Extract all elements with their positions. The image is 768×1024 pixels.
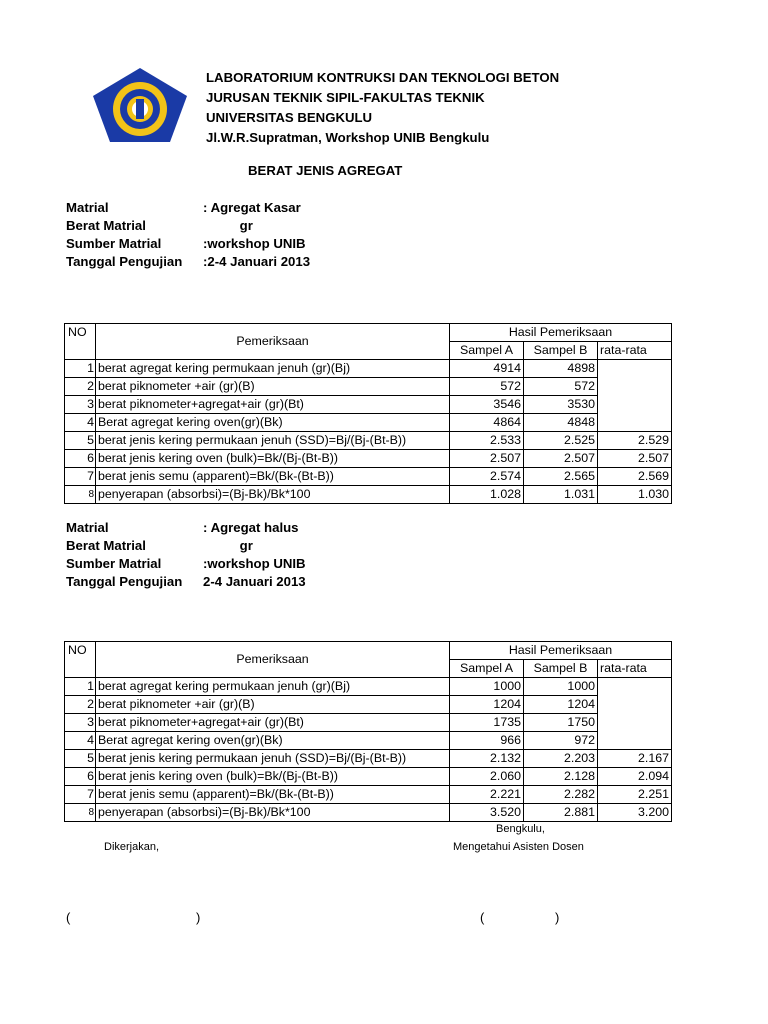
rata-rata-value: 2.094 [598, 768, 672, 786]
results-table-fine [64, 641, 672, 822]
sampel-a-value: 1204 [450, 696, 524, 714]
header-sampel-b: Sampel B [524, 660, 598, 678]
sampel-a-value: 2.221 [450, 786, 524, 804]
header-rata-rata: rata-rata [598, 660, 672, 678]
info-label: Matrial [66, 200, 109, 215]
university-name: UNIVERSITAS BENGKULU [206, 110, 373, 125]
row-description: berat agregat kering permukaan jenuh (gr)(Bj) [96, 360, 450, 378]
signature-left-open: ( [66, 910, 71, 925]
header-pemeriksaan: Pemeriksaan [96, 324, 450, 360]
letterhead [206, 68, 559, 148]
row-number: 6 [65, 768, 96, 786]
info-label: Berat Matrial [66, 538, 146, 553]
info-value: gr [203, 538, 253, 553]
rata-rata-value: 1.030 [598, 486, 672, 504]
sampel-a-value: 3546 [450, 396, 524, 414]
sampel-b-value: 2.881 [524, 804, 598, 822]
info-label: Berat Matrial [66, 218, 146, 233]
row-number: 8 [65, 804, 96, 822]
sampel-b-value: 1204 [524, 696, 598, 714]
row-description: berat agregat kering permukaan jenuh (gr)(Bj) [96, 678, 450, 696]
row-description: penyerapan (absorbsi)=(Bj-Bk)/Bk*100 [96, 804, 450, 822]
header-sampel-a: Sampel A [450, 342, 524, 360]
header-sampel-a: Sampel A [450, 660, 524, 678]
lab-name: LABORATORIUM KONTRUKSI DAN TEKNOLOGI BETON [206, 70, 560, 85]
table-row [65, 486, 672, 504]
material-info-fine [66, 519, 306, 591]
table-row [65, 414, 672, 432]
signature-right-open: ( [480, 910, 485, 925]
row-description: berat jenis kering oven (bulk)=Bk/(Bj-(Bt-B)) [96, 768, 450, 786]
sampel-b-value: 2.203 [524, 750, 598, 768]
info-label: Tanggal Pengujian [66, 574, 183, 589]
row-description: penyerapan (absorbsi)=(Bj-Bk)/Bk*100 [96, 486, 450, 504]
header-pemeriksaan: Pemeriksaan [96, 642, 450, 678]
sampel-b-value: 2.282 [524, 786, 598, 804]
signature-left-close: ) [196, 910, 201, 925]
info-label: Sumber Matrial [66, 556, 162, 571]
signature-right-close: ) [555, 910, 560, 925]
info-value: gr [203, 218, 253, 233]
sampel-a-value: 2.507 [450, 450, 524, 468]
table-row [65, 750, 672, 768]
sampel-a-value: 4914 [450, 360, 524, 378]
sampel-a-value: 2.533 [450, 432, 524, 450]
sampel-a-value: 1.028 [450, 486, 524, 504]
rata-rata-value: 2.251 [598, 786, 672, 804]
sampel-a-value: 572 [450, 378, 524, 396]
sampel-a-value: 3.520 [450, 804, 524, 822]
signature-right-label: Mengetahui Asisten Dosen [453, 841, 584, 853]
table-row [65, 378, 672, 396]
info-value: 2-4 Januari 2013 [203, 574, 306, 589]
info-value: : Agregat halus [203, 520, 299, 535]
row-description: berat jenis semu (apparent)=Bk/(Bk-(Bt-B)) [96, 468, 450, 486]
row-description: Berat agregat kering oven(gr)(Bk) [96, 732, 450, 750]
sampel-a-value: 2.132 [450, 750, 524, 768]
header-rata-rata: rata-rata [598, 342, 672, 360]
table-row [65, 360, 672, 378]
header-hasil: Hasil Pemeriksaan [450, 642, 672, 660]
rata-rata-value [598, 360, 672, 378]
row-description: berat jenis semu (apparent)=Bk/(Bk-(Bt-B)) [96, 786, 450, 804]
rata-rata-value [598, 696, 672, 714]
signature-left-label: Dikerjakan, [104, 841, 160, 853]
row-number: 8 [65, 486, 96, 504]
sampel-b-value: 3530 [524, 396, 598, 414]
row-description: berat piknometer +air (gr)(B) [96, 696, 450, 714]
table-row [65, 804, 672, 822]
row-description: berat piknometer+agregat+air (gr)(Bt) [96, 714, 450, 732]
row-number: 5 [65, 750, 96, 768]
table-row [65, 696, 672, 714]
row-number: 2 [65, 378, 96, 396]
sampel-a-value: 1000 [450, 678, 524, 696]
sampel-b-value: 1.031 [524, 486, 598, 504]
sampel-a-value: 2.060 [450, 768, 524, 786]
info-value: : Agregat Kasar [203, 200, 301, 215]
signature-place: Bengkulu, [496, 823, 545, 835]
document-title: BERAT JENIS AGREGAT [248, 163, 403, 178]
info-label: Matrial [66, 520, 109, 535]
address: Jl.W.R.Supratman, Workshop UNIB Bengkulu [206, 130, 490, 145]
row-number: 4 [65, 732, 96, 750]
row-number: 6 [65, 450, 96, 468]
university-logo [90, 66, 190, 144]
rata-rata-value [598, 732, 672, 750]
rata-rata-value: 2.507 [598, 450, 672, 468]
department-name: JURUSAN TEKNIK SIPIL-FAKULTAS TEKNIK [206, 90, 485, 105]
info-value: :workshop UNIB [203, 236, 306, 251]
rata-rata-value: 2.167 [598, 750, 672, 768]
rata-rata-value [598, 678, 672, 696]
info-label: Tanggal Pengujian [66, 254, 183, 269]
sampel-a-value: 4864 [450, 414, 524, 432]
row-number: 3 [65, 396, 96, 414]
row-description: berat piknometer+agregat+air (gr)(Bt) [96, 396, 450, 414]
sampel-b-value: 2.565 [524, 468, 598, 486]
sampel-b-value: 2.507 [524, 450, 598, 468]
row-description: berat jenis kering permukaan jenuh (SSD)=Bj/(Bj-(Bt-B)) [96, 750, 450, 768]
row-description: berat jenis kering oven (bulk)=Bk/(Bj-(Bt-B)) [96, 450, 450, 468]
sampel-b-value: 972 [524, 732, 598, 750]
rata-rata-value: 3.200 [598, 804, 672, 822]
info-label: Sumber Matrial [66, 236, 162, 251]
table-row [65, 786, 672, 804]
row-number: 2 [65, 696, 96, 714]
header-hasil: Hasil Pemeriksaan [450, 324, 672, 342]
table-row [65, 432, 672, 450]
sampel-b-value: 2.128 [524, 768, 598, 786]
header-sampel-b: Sampel B [524, 342, 598, 360]
header-no: NO [65, 642, 96, 678]
info-value: :workshop UNIB [203, 556, 306, 571]
sampel-b-value: 1000 [524, 678, 598, 696]
table-row [65, 450, 672, 468]
rata-rata-value [598, 414, 672, 432]
row-number: 3 [65, 714, 96, 732]
row-number: 1 [65, 678, 96, 696]
table-row [65, 678, 672, 696]
row-description: Berat agregat kering oven(gr)(Bk) [96, 414, 450, 432]
sampel-a-value: 966 [450, 732, 524, 750]
header-no: NO [65, 324, 96, 360]
table-row [65, 732, 672, 750]
info-value: :2-4 Januari 2013 [203, 254, 311, 269]
sampel-b-value: 4848 [524, 414, 598, 432]
sampel-b-value: 572 [524, 378, 598, 396]
row-number: 7 [65, 786, 96, 804]
row-number: 7 [65, 468, 96, 486]
rata-rata-value [598, 396, 672, 414]
row-description: berat piknometer +air (gr)(B) [96, 378, 450, 396]
table-row [65, 768, 672, 786]
row-number: 1 [65, 360, 96, 378]
row-number: 4 [65, 414, 96, 432]
rata-rata-value [598, 378, 672, 396]
table-row [65, 714, 672, 732]
material-info-coarse [66, 199, 310, 271]
sampel-b-value: 4898 [524, 360, 598, 378]
rata-rata-value: 2.569 [598, 468, 672, 486]
sampel-a-value: 1735 [450, 714, 524, 732]
table-row [65, 396, 672, 414]
row-number: 5 [65, 432, 96, 450]
sampel-b-value: 1750 [524, 714, 598, 732]
row-description: berat jenis kering permukaan jenuh (SSD)=Bj/(Bj-(Bt-B)) [96, 432, 450, 450]
sampel-a-value: 2.574 [450, 468, 524, 486]
rata-rata-value: 2.529 [598, 432, 672, 450]
rata-rata-value [598, 714, 672, 732]
results-table-coarse [64, 323, 672, 504]
table-row [65, 468, 672, 486]
sampel-b-value: 2.525 [524, 432, 598, 450]
